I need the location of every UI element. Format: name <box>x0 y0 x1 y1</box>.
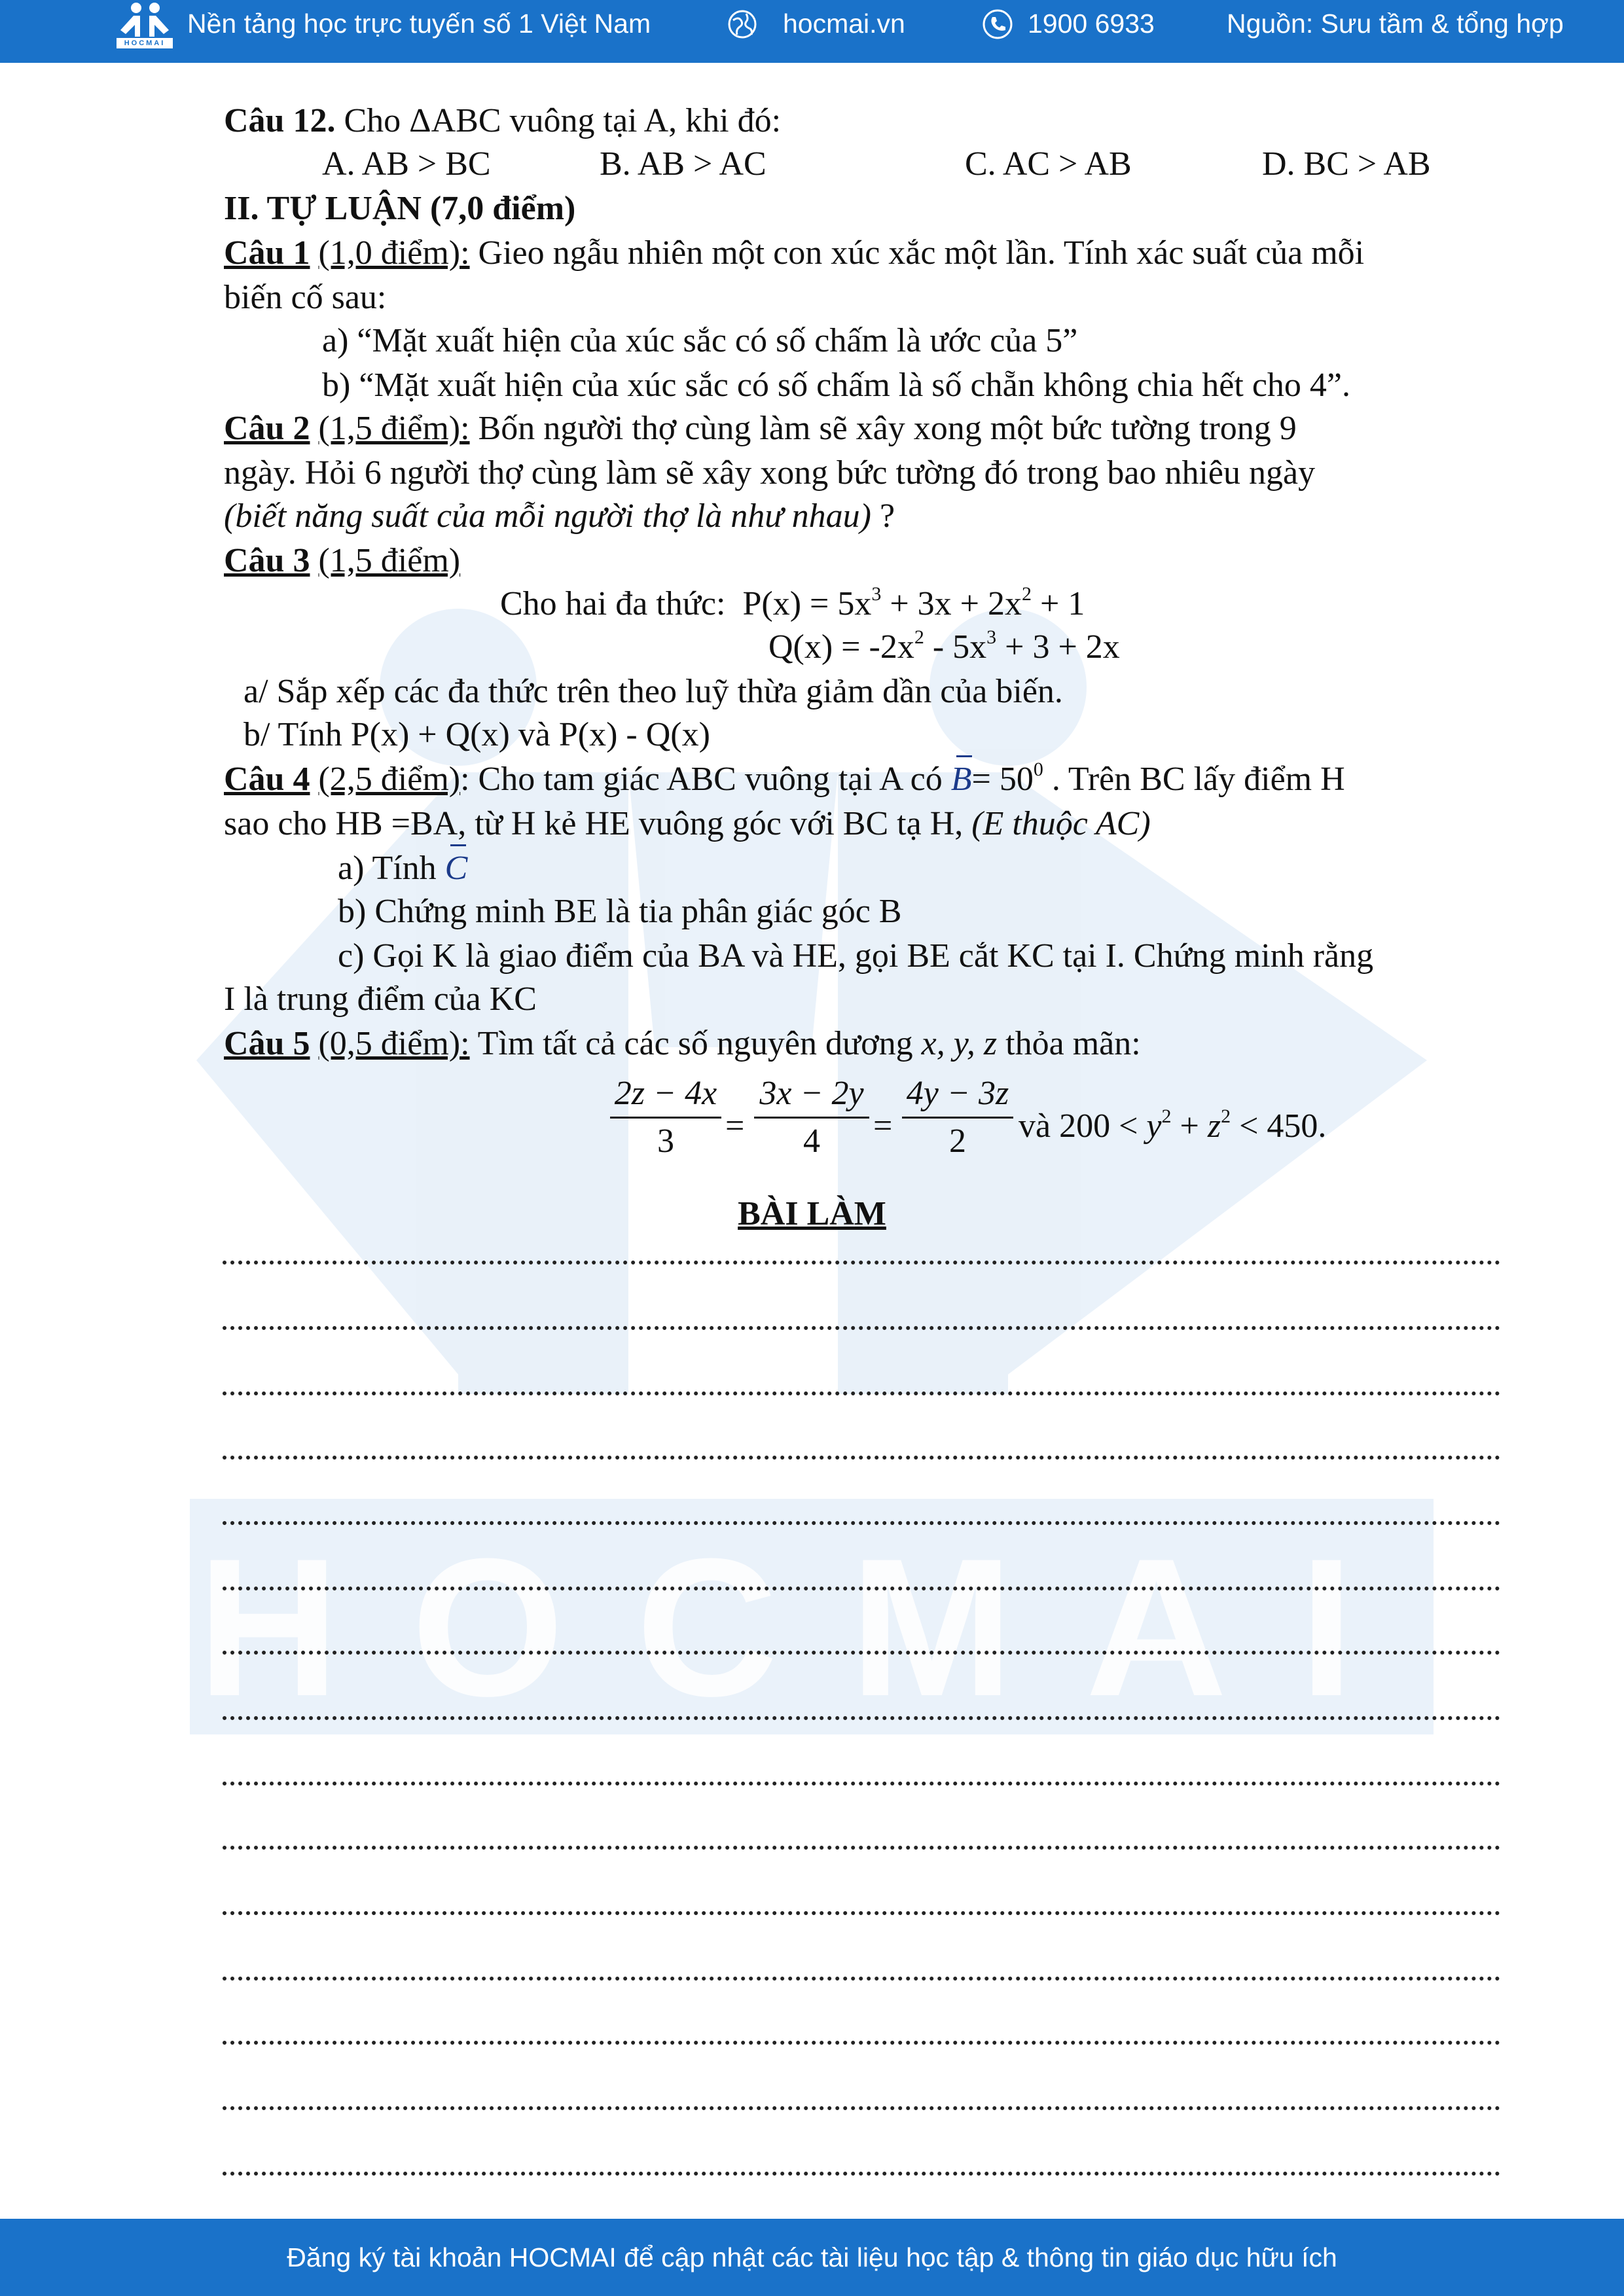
header-hotline: 1900 6933 <box>1028 9 1155 39</box>
answer-line[interactable] <box>223 1911 1500 1915</box>
logo-wordmark: HOCMAI <box>117 38 173 48</box>
question-3-part-a: a/ Sắp xếp các đa thức trên theo luỹ thừa giảm dần của biến. <box>244 673 1063 710</box>
question-text-continued: I là trung điểm của KC <box>224 980 537 1018</box>
question-text: Gieo ngẫu nhiên một con xúc xắc một lần. Tính xác suất của mỗi <box>478 234 1365 272</box>
section-heading: II. TỰ LUẬN (7,0 điểm) <box>224 190 576 227</box>
question-4: Câu 4 (2,5 điểm): Cho tam giác ABC vuông tại A có $B= 50^0$ . Trên BC lấy điểm H <box>224 759 1345 800</box>
question-text: Tìm tất cả các số nguyên dương <box>477 1025 922 1062</box>
answer-line[interactable] <box>223 2106 1500 2110</box>
option-b: B. AB > AC <box>600 145 767 183</box>
question-label: Câu 2 <box>224 410 310 447</box>
answer-line[interactable] <box>223 1326 1500 1330</box>
header-tagline: Nền tảng học trực tuyến số 1 Việt Nam <box>187 9 651 39</box>
footer-banner <box>0 2219 1624 2296</box>
fraction-3: 4y − 3z 2 <box>902 1073 1013 1162</box>
svg-text:HOCMAI: HOCMAI <box>197 1517 1426 1737</box>
question-label: Câu 3 <box>224 542 310 579</box>
option-a: A. AB > BC <box>322 145 491 183</box>
question-12 <box>224 101 781 141</box>
question-1-part-a: a) “Mặt xuất hiện của xúc sắc có số chấm là ước của 5” <box>322 322 1078 359</box>
question-points: (2,5 điểm) <box>318 761 461 798</box>
question-label: Câu 12. <box>224 102 336 139</box>
question-text-continued: (biết năng suất của mỗi người thợ là như nhau) ? <box>224 497 895 535</box>
answer-line[interactable] <box>223 1846 1500 1850</box>
angle-c: C <box>445 848 468 889</box>
option-c: C. AC > AB <box>965 145 1132 183</box>
question-points: (1,0 điểm): <box>318 234 470 272</box>
answer-line[interactable] <box>223 1651 1500 1655</box>
question-text-continued: sao cho HB =BA, từ H kẻ HE vuông góc với BC tạ H, (E thuộc AC) <box>224 805 1151 842</box>
question-4-part-a: a) Tính C <box>338 848 467 889</box>
question-5: Câu 5 (0,5 điểm): Tìm tất cả các số nguyên dương x, y, z thỏa mãn: <box>224 1025 1141 1062</box>
question-text: Bốn người thợ cùng làm sẽ xây xong một bức tường trong 9 <box>478 410 1297 447</box>
polynomial-p: Cho hai đa thức: $P(x) = 5x^3 + 3x + 2x^2 + 1$ <box>500 583 1085 622</box>
question-text: Cho ΔABC vuông tại A, khi đó: <box>344 102 782 139</box>
question-points: (1,5 điểm): <box>318 410 470 447</box>
angle-b: B <box>951 759 972 800</box>
question-3-part-b: b/ Tính P(x) + Q(x) và P(x) - Q(x) <box>244 716 710 753</box>
question-points: (1,5 điểm) <box>318 542 461 579</box>
condition: và $200 < y^2 + z^2 < 450$. <box>1019 1105 1327 1145</box>
question-1 <box>224 233 1364 274</box>
answer-line[interactable] <box>223 1782 1500 1785</box>
question-label: Câu 4 <box>224 761 310 798</box>
answer-line[interactable] <box>223 1716 1500 1720</box>
question-note: (biết năng suất của mỗi người thợ là như nhau) <box>224 497 871 535</box>
globe-icon <box>727 9 758 40</box>
fraction-2: 3x − 2y 4 <box>754 1073 869 1162</box>
answer-line[interactable] <box>223 1391 1500 1395</box>
answer-line[interactable] <box>223 2172 1500 2176</box>
answer-line[interactable] <box>223 1521 1500 1525</box>
option-d: D. BC > AB <box>1262 145 1431 183</box>
top-banner <box>0 0 1624 63</box>
footer-text[interactable]: Đăng ký tài khoản HOCMAI để cập nhật các tài liệu học tập & thông tin giáo dục hữu ích <box>287 2242 1337 2272</box>
answer-line[interactable] <box>223 1261 1500 1265</box>
question-4-part-b: b) Chứng minh BE là tia phân giác góc B <box>338 893 902 930</box>
question-3 <box>224 541 460 581</box>
answer-line[interactable] <box>223 1977 1500 1981</box>
question-4-part-c: c) Gọi K là giao điểm của BA và HE, gọi BE cắt KC tại I. Chứng minh rằng <box>338 937 1374 975</box>
question-text-continued: biến cố sau: <box>224 279 387 316</box>
equals-sign: = <box>725 1107 745 1145</box>
polynomial-q: $Q(x) = -2x^2 - 5x^3 + 3 + 2x$ <box>768 626 1120 666</box>
header-website-link[interactable]: hocmai.vn <box>783 9 905 39</box>
answer-line[interactable] <box>223 1456 1500 1460</box>
answer-line[interactable] <box>223 1587 1500 1590</box>
question-label: Câu 1 <box>224 234 310 272</box>
header-source: Nguồn: Sưu tầm & tổng hợp <box>1227 9 1564 39</box>
question-2 <box>224 408 1297 449</box>
answer-title: BÀI LÀM <box>738 1195 886 1232</box>
equals-sign: = <box>873 1107 893 1145</box>
phone-icon <box>982 9 1013 40</box>
question-text-continued: ngày. Hỏi 6 người thợ cùng làm sẽ xây xong bức tường đó trong bao nhiêu ngày <box>224 454 1316 492</box>
question-points: (0,5 điểm): <box>318 1025 470 1062</box>
answer-line[interactable] <box>223 2041 1500 2045</box>
question-label: Câu 5 <box>224 1025 310 1062</box>
fraction-1: 2z − 4x 3 <box>610 1073 721 1162</box>
question-1-part-b: b) “Mặt xuất hiện của xúc sắc có số chấm là số chẵn không chia hết cho 4”. <box>322 367 1350 404</box>
